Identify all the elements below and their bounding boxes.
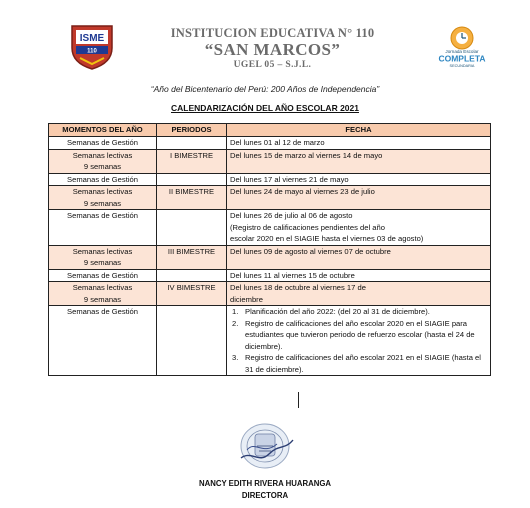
period-cell xyxy=(157,210,227,246)
director-role: DIRECTORA xyxy=(241,491,289,500)
date-cell: Del lunes 18 de octubre al viernes 17 de diciembre xyxy=(227,282,491,306)
signature-block xyxy=(0,478,530,502)
list-item-number: 3. xyxy=(232,353,239,362)
jornada-completa-logo xyxy=(432,22,492,68)
svg-text:Jornada Escolar: Jornada Escolar xyxy=(445,49,479,54)
date-cell: Del lunes 01 al 12 de marzo xyxy=(227,137,491,150)
date-cell: Del lunes 17 al viernes 21 de mayo xyxy=(227,173,491,186)
table-row xyxy=(49,186,491,210)
table-row xyxy=(49,269,491,282)
moment-cell: Semanas lectivas 9 semanas xyxy=(49,245,157,269)
moment-cell: Semanas de Gestión xyxy=(49,269,157,282)
date-cell: Del lunes 26 de julio al 06 de agosto (Registro de calificaciones pendientes del año escolar 2020 en el SIAGIE hasta el viernes 03 de agosto) xyxy=(227,210,491,246)
table-row xyxy=(49,306,491,376)
ugel-label: UGEL 05 – S.J.L. xyxy=(233,60,312,70)
director-name: NANCY EDITH RIVERA HUARANGA xyxy=(198,479,332,488)
table-row xyxy=(49,210,491,246)
moment-cell: Semanas lectivas 9 semanas xyxy=(49,186,157,210)
list-item xyxy=(230,318,487,353)
period-cell: II BIMESTRE xyxy=(157,186,227,210)
school-calendar-table xyxy=(48,123,491,376)
list-item-text: Planificación del año 2022: (del 20 al 31 de diciembre). xyxy=(245,307,430,316)
notes-list xyxy=(230,306,487,375)
institution-block xyxy=(140,26,405,71)
date-cell: Del lunes 09 de agosto al viernes 07 de octubre xyxy=(227,245,491,269)
moment-cell: Semanas lectivas 9 semanas xyxy=(49,149,157,173)
table-row xyxy=(49,137,491,150)
column-header-moments: MOMENTOS DEL AÑO xyxy=(49,124,157,137)
calendar-title: CALENDARIZACIÓN DEL AÑO ESCOLAR 2021 xyxy=(171,103,359,113)
list-item-number: 2. xyxy=(232,318,239,328)
list-item-text: Registro de calificaciones del año escolar 2020 en el SIAGIE para estudiantes que tuvieron periodo de refuerzo escolar (hasta el 24 de diciembre). xyxy=(245,318,475,351)
signature-connector-line xyxy=(298,392,299,408)
table-row xyxy=(49,173,491,186)
column-header-date: FECHA xyxy=(227,124,491,137)
table-header-row xyxy=(49,124,491,137)
date-cell xyxy=(227,306,491,376)
list-item xyxy=(230,306,487,318)
year-motto: “Año del Bicentenario del Perú: 200 Años de Independencia” xyxy=(150,84,380,94)
date-cell: Del lunes 15 de marzo al viernes 14 de mayo xyxy=(227,149,491,173)
period-cell: I BIMESTRE xyxy=(157,149,227,173)
date-cell: Del lunes 11 al viernes 15 de octubre xyxy=(227,269,491,282)
period-cell xyxy=(157,137,227,150)
table-row xyxy=(49,149,491,173)
period-cell xyxy=(157,306,227,376)
table-row xyxy=(49,282,491,306)
list-item-text: Registro de calificaciones del año escolar 2021 en el SIAGIE (hasta el 31 de diciembre). xyxy=(245,353,481,374)
column-header-periods: PERIODOS xyxy=(157,124,227,137)
director-seal-signature xyxy=(233,420,297,472)
svg-text:SECUNDARIA: SECUNDARIA xyxy=(449,64,475,68)
svg-text:ISME: ISME xyxy=(79,33,105,44)
svg-text:COMPLETA: COMPLETA xyxy=(438,53,486,64)
period-cell: III BIMESTRE xyxy=(157,245,227,269)
period-cell xyxy=(157,173,227,186)
list-item xyxy=(230,352,487,375)
institution-name: INSTITUCION EDUCATIVA N° 110 xyxy=(170,26,375,40)
school-crest-logo xyxy=(66,22,118,70)
svg-text:110: 110 xyxy=(87,48,97,55)
moment-cell: Semanas lectivas 9 semanas xyxy=(49,282,157,306)
period-cell: IV BIMESTRE xyxy=(157,282,227,306)
moment-cell: Semanas de Gestión xyxy=(49,173,157,186)
moment-cell: Semanas de Gestión xyxy=(49,306,157,376)
list-item-number: 1. xyxy=(232,307,239,316)
moment-cell: Semanas de Gestión xyxy=(49,137,157,150)
table-row xyxy=(49,245,491,269)
date-cell: Del lunes 24 de mayo al viernes 23 de julio xyxy=(227,186,491,210)
period-cell xyxy=(157,269,227,282)
school-name: “SAN MARCOS” xyxy=(204,40,341,59)
document-header xyxy=(0,0,530,80)
moment-cell: Semanas de Gestión xyxy=(49,210,157,246)
